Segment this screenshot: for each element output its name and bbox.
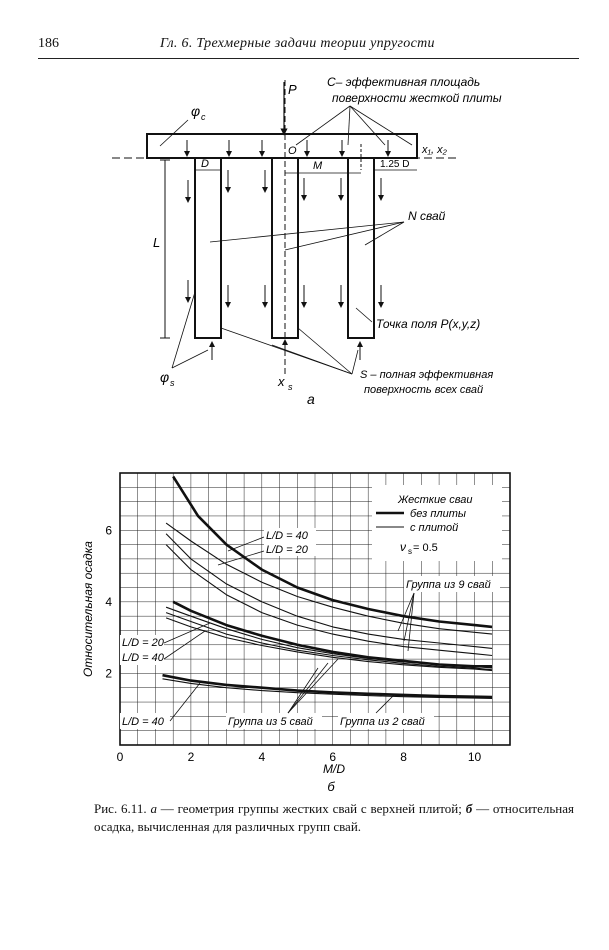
annotation-ld20-left: L/D = 20 bbox=[122, 637, 164, 649]
y-tick-label: 2 bbox=[105, 666, 112, 681]
annotation-group5: Группа из 5 свай bbox=[228, 716, 313, 728]
label-field-point: Точка поля P(x,y,z) bbox=[376, 317, 481, 331]
annotation-group9: Группа из 9 свай bbox=[406, 579, 491, 591]
label-n: N свай bbox=[408, 209, 446, 223]
caption-b-letter: б bbox=[465, 801, 473, 816]
pile-3 bbox=[348, 158, 374, 338]
label-xs: x bbox=[278, 374, 285, 389]
figure-a-diagram bbox=[0, 60, 609, 480]
legend-item-with-plate: с плитой bbox=[410, 522, 459, 534]
annotation-group2: Группа из 2 свай bbox=[340, 716, 425, 728]
caption-a-text: — геометрия группы жестких свай с верхней плитой; bbox=[156, 801, 466, 816]
label-phi-c: φ bbox=[191, 103, 201, 119]
x-axis-label: M/D bbox=[323, 762, 345, 776]
annotation-ld40-left: L/D = 40 bbox=[122, 652, 164, 664]
label-x1x2: x₁, x₂ bbox=[422, 144, 447, 156]
figure-caption bbox=[94, 800, 574, 836]
annotation-ld40-bottom: L/D = 40 bbox=[122, 716, 164, 728]
pile-1 bbox=[195, 158, 221, 338]
running-title: Гл. 6. Трехмерные задачи теории упругости bbox=[160, 36, 435, 51]
label-s-line2: поверхность всех свай bbox=[364, 384, 484, 396]
caption-a-letter: а bbox=[150, 801, 157, 816]
x-tick-label: 4 bbox=[258, 750, 266, 764]
legend-title: Жесткие сваи bbox=[398, 494, 473, 506]
annotation-ld40-top: L/D = 40 bbox=[266, 530, 308, 542]
figure-b-label: б bbox=[327, 779, 335, 794]
label-c-line2: поверхности жесткой плиты bbox=[332, 91, 502, 105]
legend-nu-sub: s bbox=[408, 547, 412, 556]
caption-b-text: — относительная осадка, вычисленная для различных групп свай. bbox=[94, 801, 575, 834]
legend-nu-value: = 0.5 bbox=[413, 542, 438, 554]
label-phi-s-sub: s bbox=[170, 378, 175, 388]
y-axis-label: Относительная осадка bbox=[81, 541, 95, 677]
annotation-ld20-top: L/D = 20 bbox=[266, 544, 308, 556]
y-tick-label: 6 bbox=[105, 523, 112, 538]
legend-nu: ν bbox=[400, 540, 406, 554]
figure-a-label: а bbox=[307, 391, 315, 407]
x-tick-label: 6 bbox=[329, 750, 337, 764]
label-o: O bbox=[288, 145, 297, 157]
label-phi-s: φ bbox=[160, 369, 170, 385]
label-l: L bbox=[153, 235, 161, 250]
running-header bbox=[38, 36, 579, 59]
label-d: D bbox=[201, 158, 209, 170]
caption-fig-label: Рис. 6.11. bbox=[94, 801, 147, 816]
figure-b-chart bbox=[0, 455, 609, 795]
x-tick-label: 0 bbox=[116, 750, 124, 764]
page-number: 186 bbox=[38, 36, 59, 51]
x-tick-label: 2 bbox=[187, 750, 195, 764]
y-tick-label: 4 bbox=[105, 594, 112, 609]
c-leader-lines bbox=[296, 106, 412, 145]
label-phi-c-sub: c bbox=[201, 112, 206, 122]
x-tick-label: 8 bbox=[400, 750, 407, 764]
label-p: P bbox=[288, 82, 297, 97]
legend-item-no-plate: без плиты bbox=[410, 508, 466, 520]
label-c-line1: C– эффективная площадь bbox=[327, 75, 481, 89]
label-xs-sub: s bbox=[288, 382, 293, 392]
label-125d: 1.25 D bbox=[380, 159, 410, 170]
x-tick-label: 10 bbox=[467, 750, 482, 764]
chart-legend bbox=[372, 485, 502, 561]
label-m: M bbox=[313, 160, 323, 172]
label-s-line1: S – полная эффективная bbox=[360, 369, 494, 381]
